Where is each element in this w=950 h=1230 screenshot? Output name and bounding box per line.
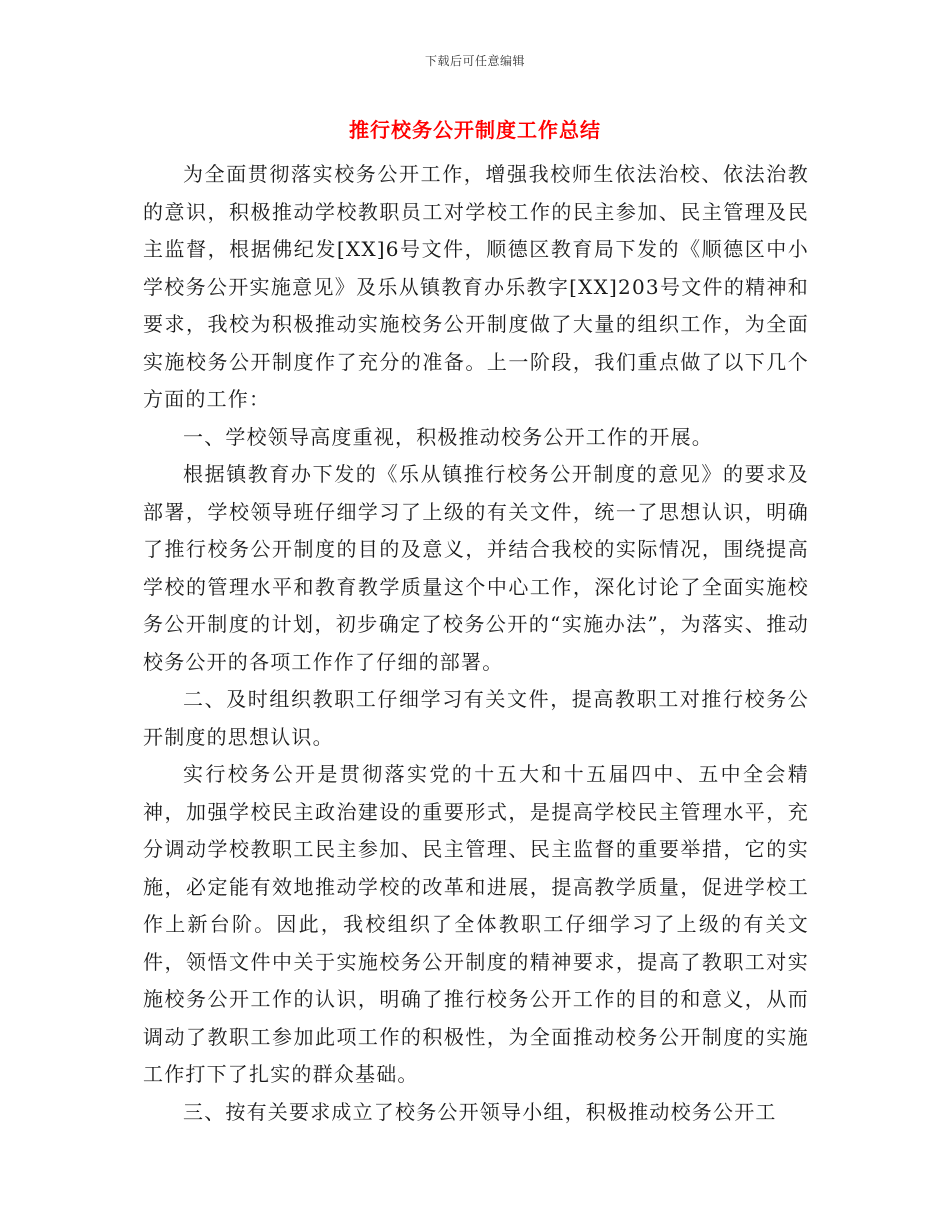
document-body: [143, 156, 809, 1131]
section-heading-1: 一、学校领导高度重视，积极推动校务公开工作的开展。: [183, 424, 713, 449]
paragraph-section-2: 实行校务公开是贯彻落实党的十五大和十五届四中、五中全会精神，加强学校民主政治建设的重要形式，是提高学校民主管理水平，充分调动学校教职工民主参加、民主管理、民主监督的重要举措，它的实施，必定能有效地推动学校的改革和进展，提高教学质量，促进学校工作上新台阶。因此，我校组织了全体教职工仔细学习了上级的有关文件，领悟文件中关于实施校务公开制度的精神要求，提高了教职工对实施校务公开工作的认识，明确了推行校务公开工作的目的和意义，从而调动了教职工参加此项工作的积极性，为全面推动校务公开制度的实施工作打下了扎实的群众基础。: [143, 762, 809, 1086]
document-title: 推行校务公开制度工作总结: [349, 118, 601, 142]
section-heading-2: 二、及时组织教职工仔细学习有关文件，提高教职工对推行校务公开制度的思想认识。: [143, 687, 809, 749]
paragraph-section-1: 根据镇教育办下发的《乐从镇推行校务公开制度的意见》的要求及部署，学校领导班仔细学习了上级的有关文件，统一了思想认识，明确了推行校务公开制度的目的及意义，并结合我校的实际情况，围绕提高学校的管理水平和教育教学质量这个中心工作，深化讨论了全面实施校务公开制度的计划，初步确定了校务公开的“实施办法”，为落实、推动校务公开的各项工作作了仔细的部署。: [143, 462, 809, 674]
header-note: 下载后可任意编辑: [424, 54, 525, 68]
paragraph-intro: 为全面贯彻落实校务公开工作，增强我校师生依法治校、依法治教的意识，积极推动学校教职员工对学校工作的民主参加、民主管理及民主监督，根据佛纪发[XX]6号文件，顺德区教育局下发的《顺德区中小学校务公开实施意见》及乐从镇教育办乐教字[XX]203号文件的精神和要求，我校为积极推动实施校务公开制度做了大量的组织工作，为全面实施校务公开制度作了充分的准备。上一阶段，我们重点做了以下几个方面的工作：: [143, 162, 809, 411]
section-heading-3: 三、按有关要求成立了校务公开领导小组，积极推动校务公开工: [183, 1099, 777, 1124]
